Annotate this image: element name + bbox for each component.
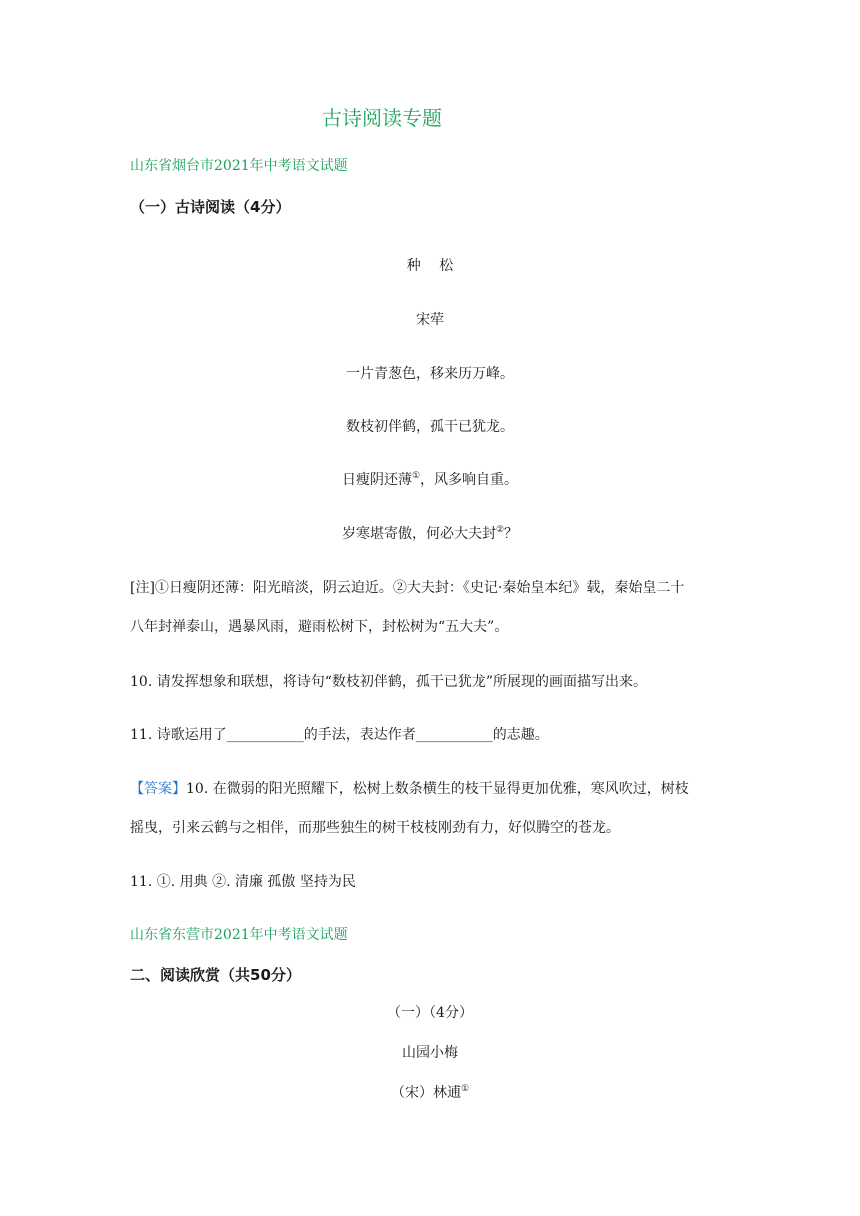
poem-line-2: 数枝初伴鹤，孤干已犹龙。 bbox=[346, 419, 514, 435]
source-yantai: 山东省烟台市2021年中考语文试题 bbox=[130, 158, 348, 174]
poem-line-4: 岁寒堪寄傲，何必大夫封②？ bbox=[341, 525, 519, 542]
poem-line-1: 一片青葱色，移来历万峰。 bbox=[346, 366, 514, 382]
answer-10-line-2: 摇曳，引来云鹤与之相伴，而那些独生的树干枝枝刚劲有力，好似腾空的苍龙。 bbox=[130, 820, 620, 836]
section-heading-poem-reading: （一）古诗阅读（4分） bbox=[130, 198, 291, 216]
poem-author-lin-bu: （宋）林逋① bbox=[390, 1084, 470, 1101]
question-11: 11. 诗歌运用了___________的手法，表达作者___________的志趣。 bbox=[130, 727, 549, 743]
poem-title-shan-yuan-xiao-mei: 山园小梅 bbox=[402, 1045, 458, 1061]
footnote-marker-2: ② bbox=[495, 525, 505, 535]
answer-10-line-1: 【答案】10. 在微弱的阳光照耀下，松树上数条横生的枝干显得更加优雅，寒风吹过，树枝 bbox=[130, 781, 689, 797]
notes-line-1: [注]①日瘦阴还薄：阳光暗淡，阴云迫近。②大夫封：《史记·秦始皇本纪》载，秦始皇二十 bbox=[130, 580, 685, 596]
question-10: 10. 请发挥想象和联想，将诗句“数枝初伴鹤，孤干已犹龙”所展现的画面描写出来。 bbox=[130, 674, 648, 690]
footnote-marker-1: ① bbox=[411, 471, 421, 481]
section-heading-reading-appreciation: 二、阅读欣赏（共50分） bbox=[130, 966, 301, 984]
source-dongying: 山东省东营市2021年中考语文试题 bbox=[130, 927, 348, 943]
footnote-marker-author: ① bbox=[460, 1084, 470, 1094]
poem-line-3: 日瘦阴还薄①，风多响自重。 bbox=[341, 471, 519, 488]
page-title: 古诗阅读专题 bbox=[322, 106, 442, 130]
answer-tag: 【答案】 bbox=[130, 781, 186, 797]
answer-11: 11. ①. 用典 ②. 清廉 孤傲 坚持为民 bbox=[130, 874, 356, 890]
poem-author-song-luo: 宋荦 bbox=[416, 312, 444, 328]
notes-line-2: 八年封禅泰山，遇暴风雨，避雨松树下，封松树为“五大夫”。 bbox=[130, 619, 509, 635]
sub-heading-part-1: （一）（4分） bbox=[387, 1005, 473, 1021]
poem-title-zhong-song: 种 松 bbox=[406, 258, 454, 274]
